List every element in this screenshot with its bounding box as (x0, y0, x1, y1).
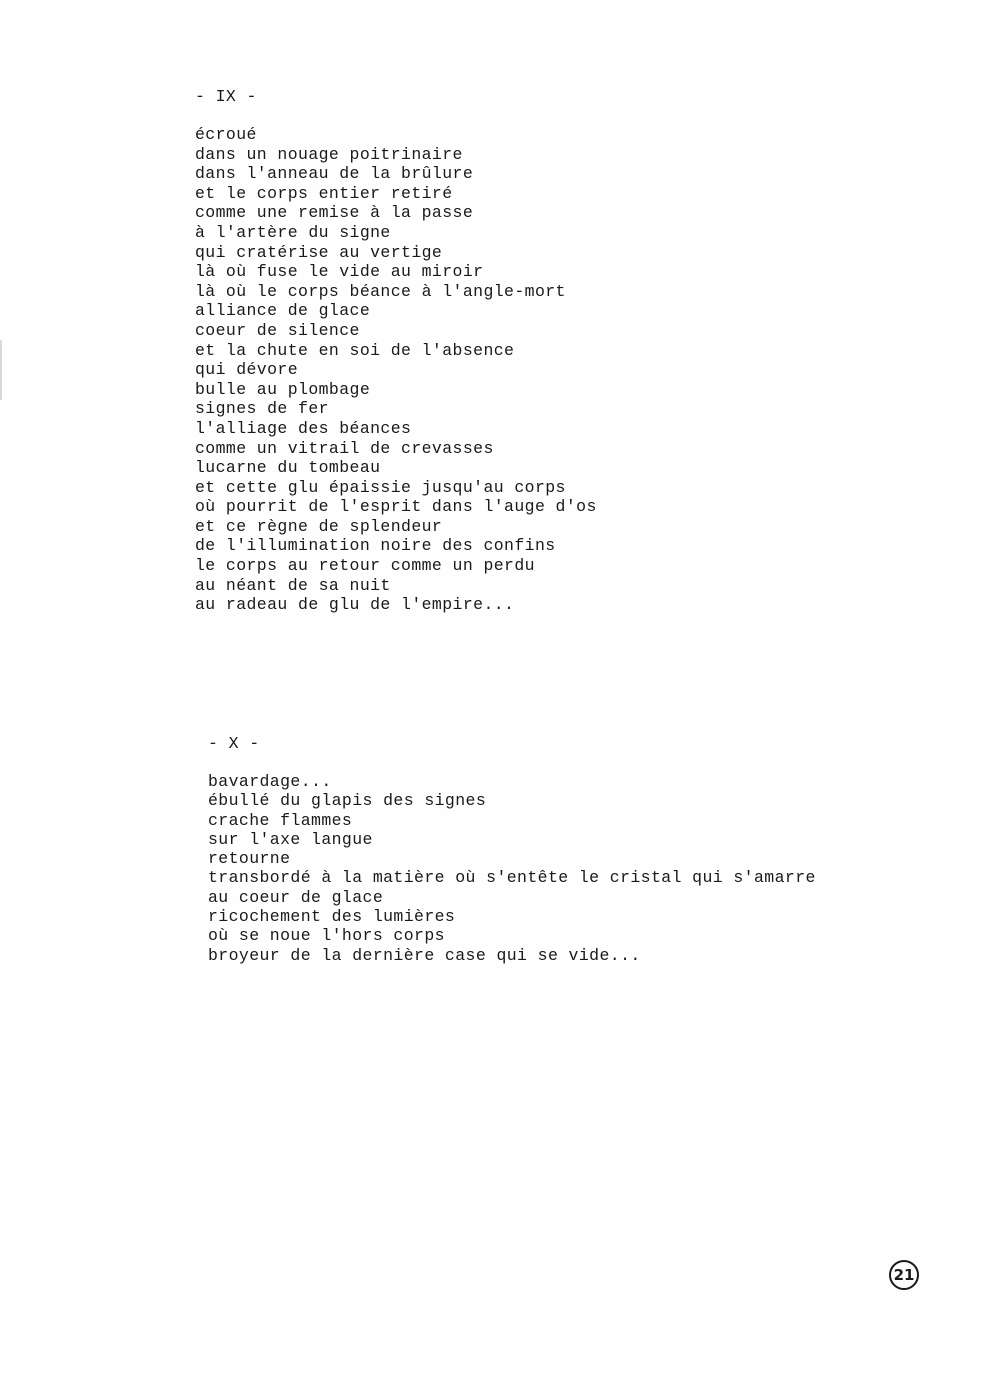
poem-line: signes de fer (195, 399, 329, 419)
poem-line: qui dévore (195, 360, 299, 380)
poem-line: au radeau de glu de l'empire... (195, 595, 515, 615)
scan-margin-mark (0, 340, 2, 400)
poem-line: bulle au plombage (195, 379, 371, 399)
poem-line: comme une remise à la passe (195, 203, 474, 223)
poem-line: et cette glu épaissie jusqu'au corps (195, 477, 566, 497)
poem-line: et ce règne de splendeur (195, 516, 443, 536)
poem-line: ébullé du glapis des signes (208, 791, 487, 811)
poem-line: ricochement des lumières (208, 907, 456, 927)
poem-line: et le corps entier retiré (195, 183, 453, 203)
poem-lines-x (208, 772, 816, 965)
poem-line: bavardage... (208, 772, 332, 791)
poem-line: là où le corps béance à l'angle-mort (195, 281, 566, 301)
section-heading-x: - X - (208, 734, 260, 753)
poem-line: transbordé à la matière où s'entête le cristal qui s'amarre (208, 868, 816, 888)
poem-line: lucarne du tombeau (195, 458, 381, 478)
poem-line: dans un nouage poitrinaire (195, 144, 463, 164)
poem-line: broyeur de la dernière case qui se vide... (208, 945, 641, 965)
poem-line: le corps au retour comme un perdu (195, 556, 535, 576)
poem-line: où se noue l'hors corps (208, 926, 445, 946)
poem-line: écroué (195, 125, 257, 144)
poem-line: de l'illumination noire des confins (195, 536, 556, 556)
poem-line: sur l'axe langue (208, 829, 373, 849)
poem-line: comme un vitrail de crevasses (195, 438, 494, 458)
poem-line: dans l'anneau de la brûlure (195, 164, 474, 184)
poem-line: qui cratérise au vertige (195, 242, 443, 262)
poem-section-ix (195, 86, 597, 615)
poem-line: au néant de sa nuit (195, 575, 391, 595)
poem-lines-ix (195, 125, 597, 615)
poem-line: et la chute en soi de l'absence (195, 340, 515, 360)
section-heading-ix: - IX - (195, 87, 257, 106)
poem-line: à l'artère du signe (195, 222, 391, 242)
poem-line: au coeur de glace (208, 887, 384, 907)
page-number-circled: 21 (889, 1260, 919, 1290)
poem-line: retourne (208, 849, 291, 869)
poem-line: là où fuse le vide au miroir (195, 262, 484, 282)
poem-line: alliance de glace (195, 301, 371, 321)
poem-section-x (208, 733, 816, 965)
poem-line: l'alliage des béances (195, 418, 412, 438)
poem-line: coeur de silence (195, 320, 360, 340)
poem-line: où pourrit de l'esprit dans l'auge d'os (195, 497, 597, 517)
poem-line: crache flammes (208, 810, 353, 830)
